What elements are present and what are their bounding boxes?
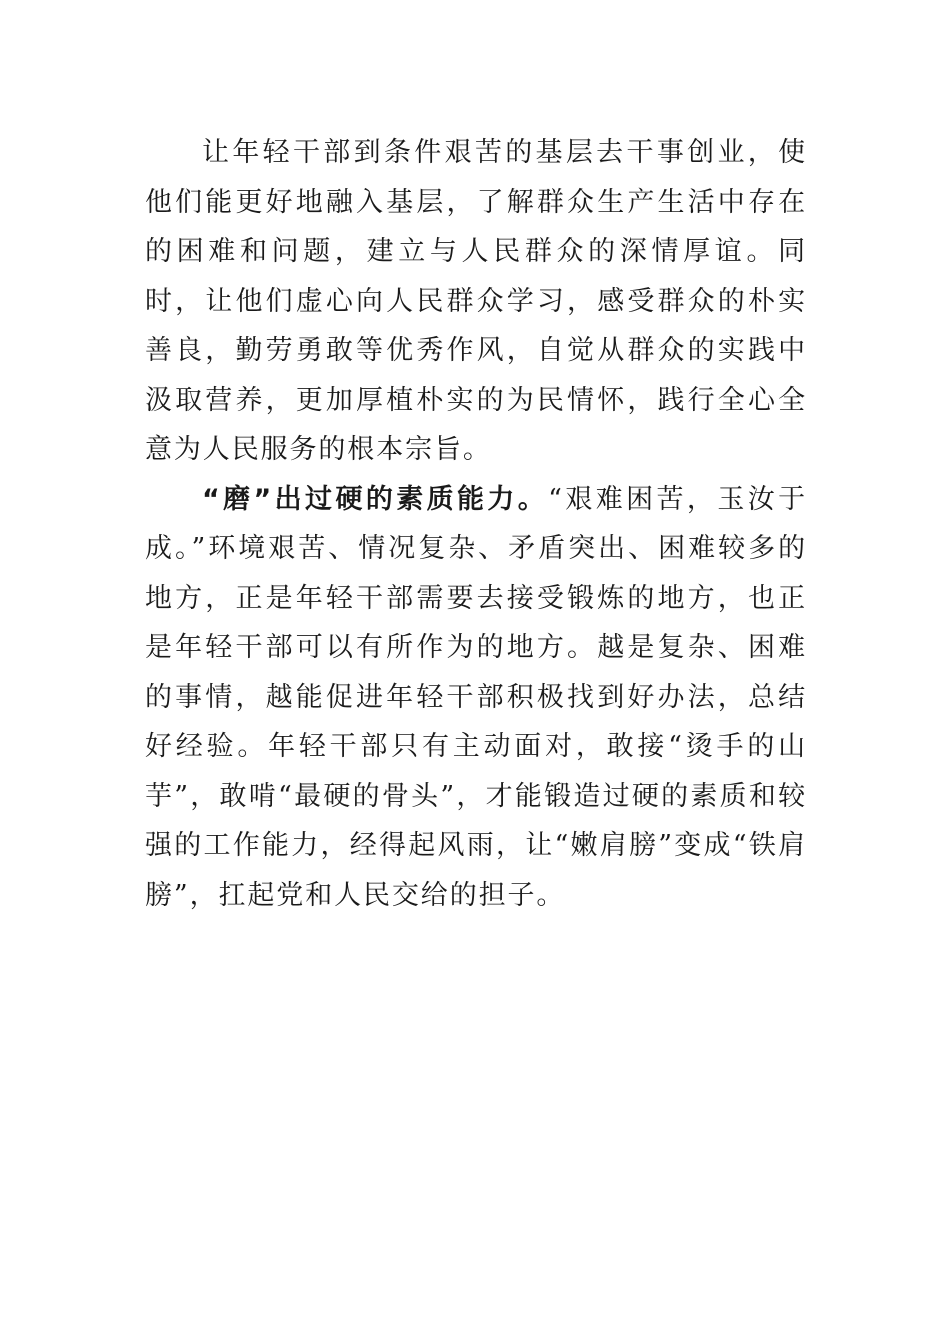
paragraph-2 — [145, 475, 807, 921]
paragraph-1-text: 让年轻干部到条件艰苦的基层去干事创业，使他们能更好地融入基层，了解群众生产生活中存在的困难和问题，建立与人民群众的深情厚谊。同时，让他们虚心向人民群众学习，感受群众的朴实善良，勤劳勇敢等优秀作风，自觉从群众的实践中汲取营养，更加厚植朴实的为民情怀，践行全心全意为人民服务的根本宗旨。 — [145, 137, 807, 465]
paragraph-2-text: “艰难困苦，玉汝于成。”环境艰苦、情况复杂、矛盾突出、困难较多的地方，正是年轻干部需要去接受锻炼的地方，也正是年轻干部可以有所作为的地方。越是复杂、困难的事情，越能促进年轻干部积极找到好办法，总结好经验。年轻干部只有主动面对，敢接“烫手的山芋”，敢啃“最硬的骨头”，才能锻造过硬的素质和较强的工作能力，经得起风雨，让“嫩肩膀”变成“铁肩膀”，扛起党和人民交给的担子。 — [145, 483, 807, 911]
paragraph-1 — [145, 128, 807, 475]
paragraph-2-lead: “磨”出过硬的素质能力。 — [202, 483, 549, 515]
document-body — [145, 128, 807, 920]
